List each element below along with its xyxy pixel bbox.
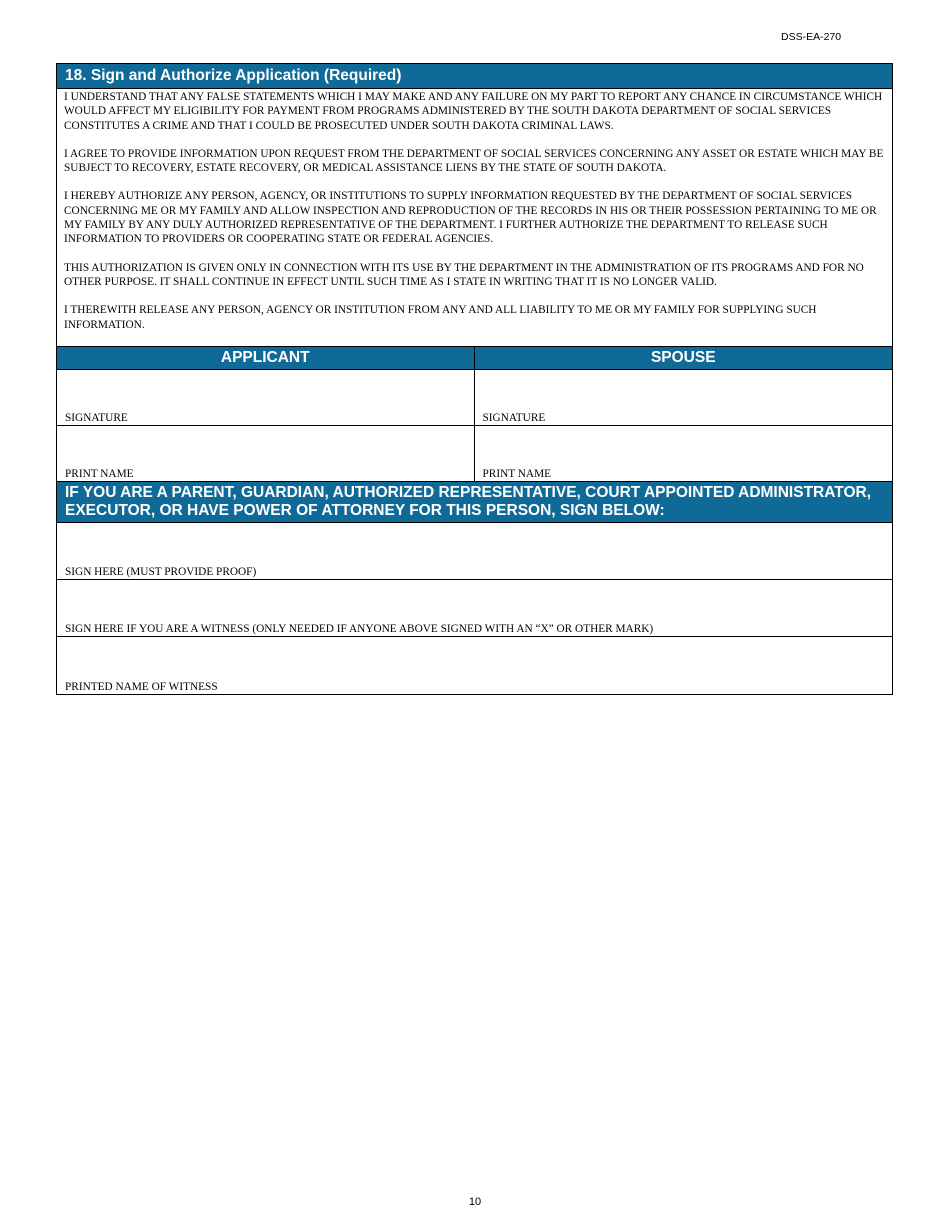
applicant-signature-label: SIGNATURE <box>65 411 128 424</box>
legal-paragraph-1: I UNDERSTAND THAT ANY FALSE STATEMENTS WHICH I MAY MAKE AND ANY FAILURE ON MY PART TO REPORT ANY CHANCE IN CIRCUMSTANCE WHICH WOULD AFFECT MY ELIGIBILITY FOR PAYMENT FROM PROGRAMS ADMINISTERED BY THE SOUTH DAKOTA DEPARTMENT OF SOCIAL SERVICES CONSTITUTES A CRIME AND THAT I COULD BE PROSECUTED UNDER SOUTH DAKOTA CRIMINAL LAWS. <box>64 91 883 132</box>
section-title: 18. Sign and Authorize Application (Required) <box>57 64 892 89</box>
spouse-header: SPOUSE <box>475 347 893 370</box>
legal-paragraph-2: I AGREE TO PROVIDE INFORMATION UPON REQUEST FROM THE DEPARTMENT OF SOCIAL SERVICES CONCERNING ANY ASSET OR ESTATE WHICH MAY BE SUBJECT TO RECOVERY, ESTATE RECOVERY, OR MEDICAL ASSISTANCE LIENS BY THE STATE OF SOUTH DAKOTA. <box>64 147 884 175</box>
applicant-column <box>57 347 475 482</box>
representative-signature-label: SIGN HERE (MUST PROVIDE PROOF) <box>65 565 257 578</box>
form-code: DSS-EA-270 <box>781 31 842 43</box>
legal-text <box>57 89 892 347</box>
applicant-print-name-label: PRINT NAME <box>65 467 134 480</box>
witness-signature-field[interactable] <box>57 580 892 637</box>
spouse-column <box>475 347 893 482</box>
legal-paragraph-5: I THEREWITH RELEASE ANY PERSON, AGENCY OR INSTITUTION FROM ANY AND ALL LIABILITY TO ME OR MY FAMILY FOR SUPPLYING SUCH INFORMATION. <box>64 304 817 331</box>
sign-authorize-form <box>56 63 893 695</box>
page-number: 10 <box>468 1196 482 1208</box>
legal-paragraph-4: THIS AUTHORIZATION IS GIVEN ONLY IN CONNECTION WITH ITS USE BY THE DEPARTMENT IN THE ADMINISTRATION OF ITS PROGRAMS AND FOR NO OTHER PURPOSE. IT SHALL CONTINUE IN EFFECT UNTIL SUCH TIME AS I STATE IN WRITING THAT IT IS NO LONGER VALID. <box>64 261 864 288</box>
applicant-print-name-field[interactable] <box>57 426 474 482</box>
legal-paragraph-3: I HEREBY AUTHORIZE ANY PERSON, AGENCY, OR INSTITUTIONS TO SUPPLY INFORMATION REQUESTED BY THE DEPARTMENT OF SOCIAL SERVICES CONCERNING ME OR MY FAMILY AND ALLOW INSPECTION AND REPRODUCTION OF THE RECORDS IN HIS OR THEIR POSSESSION PERTAINING TO ME OR MY FAMILY BY ANY DULY AUTHORIZED REPRESENTATIVE OF THE DEPARTMENT. I FURTHER AUTHORIZE THE DEPARTMENT TO RELEASE SUCH INFORMATION TO PROVIDERS OR COOPERATING STATE OR FEDERAL AGENCIES. <box>64 190 877 246</box>
applicant-signature-field[interactable] <box>57 370 474 426</box>
representative-signature-field[interactable] <box>57 523 892 580</box>
spouse-signature-field[interactable] <box>475 370 893 426</box>
spouse-print-name-label: PRINT NAME <box>482 467 552 480</box>
spouse-print-name-field[interactable] <box>475 426 893 482</box>
signature-columns <box>57 347 892 482</box>
representative-header: IF YOU ARE A PARENT, GUARDIAN, AUTHORIZED REPRESENTATIVE, COURT APPOINTED ADMINISTRATOR, EXECUTOR, OR HAVE POWER OF ATTORNEY FOR THIS PERSON, SIGN BELOW: <box>57 482 892 523</box>
witness-signature-label: SIGN HERE IF YOU ARE A WITNESS (ONLY NEEDED IF ANYONE ABOVE SIGNED WITH AN “X” OR OTHER MARK) <box>65 622 654 635</box>
witness-name-field[interactable] <box>57 637 892 694</box>
spouse-signature-label: SIGNATURE <box>482 411 546 424</box>
applicant-header: APPLICANT <box>57 347 474 370</box>
witness-name-label: PRINTED NAME OF WITNESS <box>65 680 218 693</box>
